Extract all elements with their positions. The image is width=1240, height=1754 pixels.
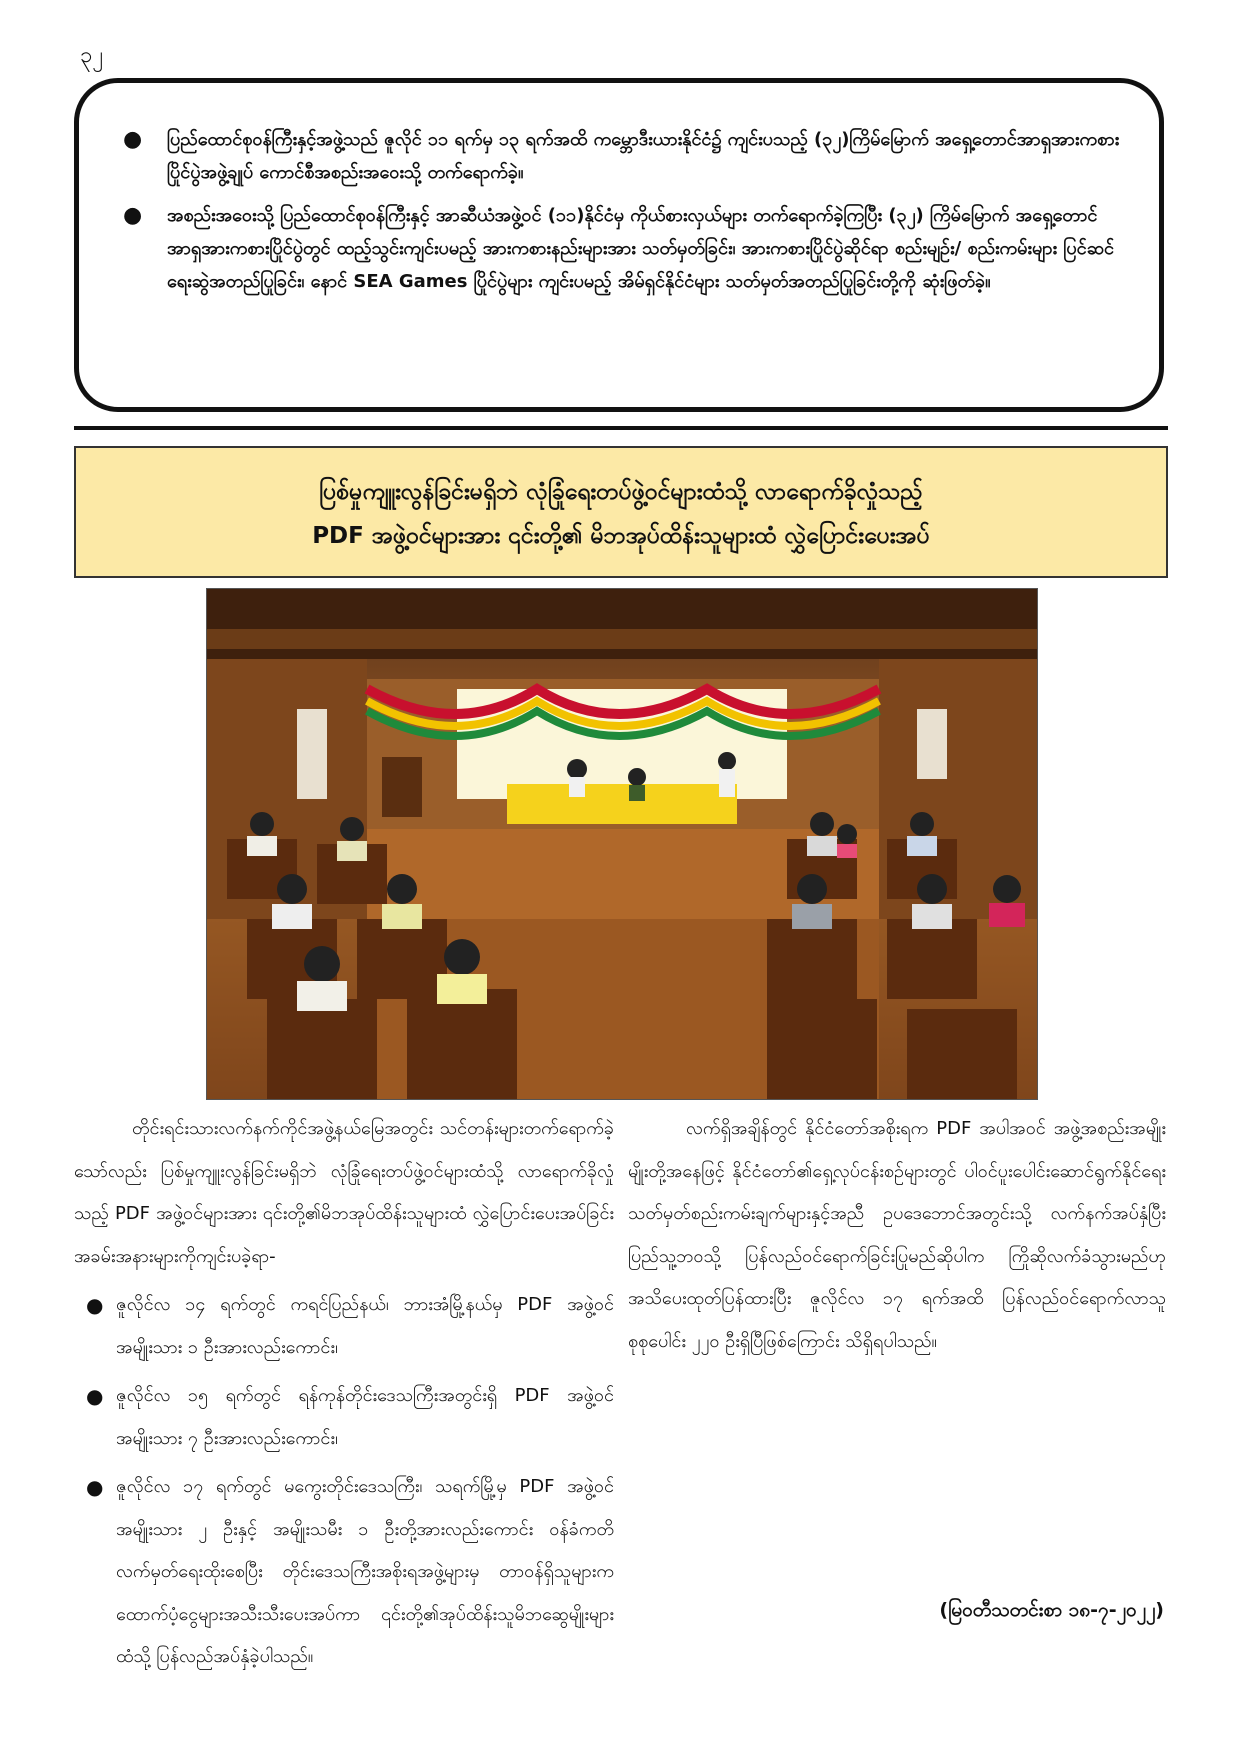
summary-item (123, 123, 1121, 189)
summary-item-text: ပြည်ထောင်စုဝန်ကြီးနှင့်အဖွဲ့သည် ဇူလိုင် ၁၁ ရက်မှ ၁၃ ရက်အထိ ကမ္ဘောဒီးယားနိုင်ငံ၌ ကျင်းပသည့် (၃၂)ကြိမ်မြောက် အရှေ့တောင်အာရှအားကစားပြိုင်ပွဲအဖွဲ့ချုပ် ကောင်စီအစည်းအဝေးသို့ တက်ရောက်ခဲ့။ (167, 129, 1120, 183)
photo-illustration (207, 589, 1038, 1100)
headline-line-1: ပြစ်မှုကျူးလွန်ခြင်းမရှိဘဲ လုံခြုံရေးတပ်ဖွဲ့ဝင်များထံသို့ လာရောက်ခိုလှုံသည့် (319, 479, 923, 505)
handover-item-text: ဇူလိုင်လ ၁၅ ရက်တွင် ရန်ကုန်တိုင်းဒေသကြီးအတွင်းရှိ PDF အဖွဲ့ဝင် အမျိုးသား ၇ ဦးအားလည်းကောင်း၊ (116, 1385, 614, 1449)
headline-box (74, 446, 1168, 578)
headline-line-2: PDF အဖွဲ့ဝင်များအား ၎င်းတို့၏ မိဘအုပ်ထိန်းသူများထံ လွှဲပြောင်းပေးအပ် (312, 523, 930, 549)
article-right-column (628, 1108, 1166, 1363)
summary-item-text: အစည်းအဝေးသို့ ပြည်ထောင်စုဝန်ကြီးနှင့် အာဆီယံအဖွဲ့ဝင် (၁၁)နိုင်ငံမှ ကိုယ်စားလှယ်များ တက်ရောက်ခဲ့ကြပြီး (၃၂) ကြိမ်မြောက် အရှေ့တောင်အာရှအားကစားပြိုင်ပွဲတွင် ထည့်သွင်းကျင်းပမည့် အားကစားနည်းများအား သတ်မှတ်ခြင်း၊ အားကစားပြိုင်ပွဲဆိုင်ရာ စည်းမျဉ်း/ စည်းကမ်းများ ပြင်ဆင်ရေးဆွဲအတည်ပြုခြင်း၊ နောင် SEA Games ပြိုင်ပွဲများ ကျင်းပမည့် အိမ်ရှင်နိုင်ငံများ သတ်မှတ်အတည်ပြုခြင်းတို့ကို ဆုံးဖြတ်ခဲ့။ (167, 205, 1115, 292)
source-credit: (မြဝတီသတင်းစာ ၁၈-၇-၂၀၂၂) (939, 1599, 1164, 1621)
summary-item (123, 199, 1121, 298)
handover-item-text: ဇူလိုင်လ ၁၄ ရက်တွင် ကရင်ပြည်နယ်၊ ဘားအံမြို့နယ်မှ PDF အဖွဲ့ဝင် အမျိုးသား ၁ ဦးအားလည်းကောင်း၊ (116, 1294, 614, 1358)
handover-item (74, 1284, 614, 1369)
summary-box (74, 78, 1164, 412)
bullet-icon: ● (86, 1293, 104, 1317)
bullet-icon: ● (86, 1384, 104, 1408)
summary-list (123, 123, 1121, 298)
handover-list (74, 1284, 614, 1679)
page-number: ၃၂ (80, 43, 104, 68)
meeting-hall-photo (206, 588, 1038, 1100)
handover-item-text: ဇူလိုင်လ ၁၇ ရက်တွင် မကွေးတိုင်းဒေသကြီး၊ သရက်မြို့မှ PDF အဖွဲ့ဝင် အမျိုးသား ၂ ဦးနှင့် အမျိုးသမီး ၁ ဦးတို့အားလည်းကောင်း ဝန်ခံကတိလက်မှတ်ရေးထိုးစေပြီး တိုင်းဒေသကြီးအစိုးရအဖွဲ့များမှ တာဝန်ရှိသူများက ထောက်ပံ့ငွေများအသီးသီးပေးအပ်ကာ ၎င်းတို့၏အုပ်ထိန်းသူမိဘဆွေမျိုးများထံသို့ ပြန်လည်အပ်နှံခဲ့ပါသည်။ (116, 1476, 614, 1667)
bullet-icon: ● (123, 127, 143, 152)
section-divider (74, 426, 1168, 430)
article-intro: တိုင်းရင်းသားလက်နက်ကိုင်အဖွဲ့နယ်မြေအတွင်း သင်တန်းများတက်ရောက်ခဲ့သော်လည်း ပြစ်မှုကျူးလွန်ခြင်းမရှိဘဲ လုံခြုံရေးတပ်ဖွဲ့ဝင်များထံသို့ လာရောက်ခိုလှုံသည့် PDF အဖွဲ့ဝင်များအား ၎င်းတို့၏မိဘအုပ်ထိန်းသူများထံ လွှဲပြောင်းပေးအပ်ခြင်းအခမ်းအနားများကိုကျင်းပခဲ့ရာ- (74, 1118, 614, 1267)
bullet-icon: ● (86, 1475, 104, 1499)
article-closing: လက်ရှိအချိန်တွင် နိုင်ငံတော်အစိုးရက PDF အပါအဝင် အဖွဲ့အစည်းအမျိုးမျိုးတို့အနေဖြင့် နိုင်ငံတော်၏ရှေ့လုပ်ငန်းစဉ်များတွင် ပါဝင်ပူးပေါင်းဆောင်ရွက်နိုင်ရေး သတ်မှတ်စည်းကမ်းချက်များနှင့်အညီ ဥပဒေဘောင်အတွင်းသို့ လက်နက်အပ်နှံပြီး ပြည်သူ့ဘဝသို့ ပြန်လည်ဝင်ရောက်ခြင်းပြုမည်ဆိုပါက ကြိုဆိုလက်ခံသွားမည်ဟု အသိပေးထုတ်ပြန်ထားပြီး ဇူလိုင်လ ၁၇ ရက်အထိ ပြန်လည်ဝင်ရောက်လာသူ စုစုပေါင်း ၂၂၀ ဦးရှိပြီဖြစ်ကြောင်း သိရှိရပါသည်။ (628, 1118, 1166, 1352)
bullet-icon: ● (123, 203, 143, 228)
article-left-column (74, 1108, 614, 1685)
handover-item (74, 1466, 614, 1679)
handover-item (74, 1375, 614, 1460)
